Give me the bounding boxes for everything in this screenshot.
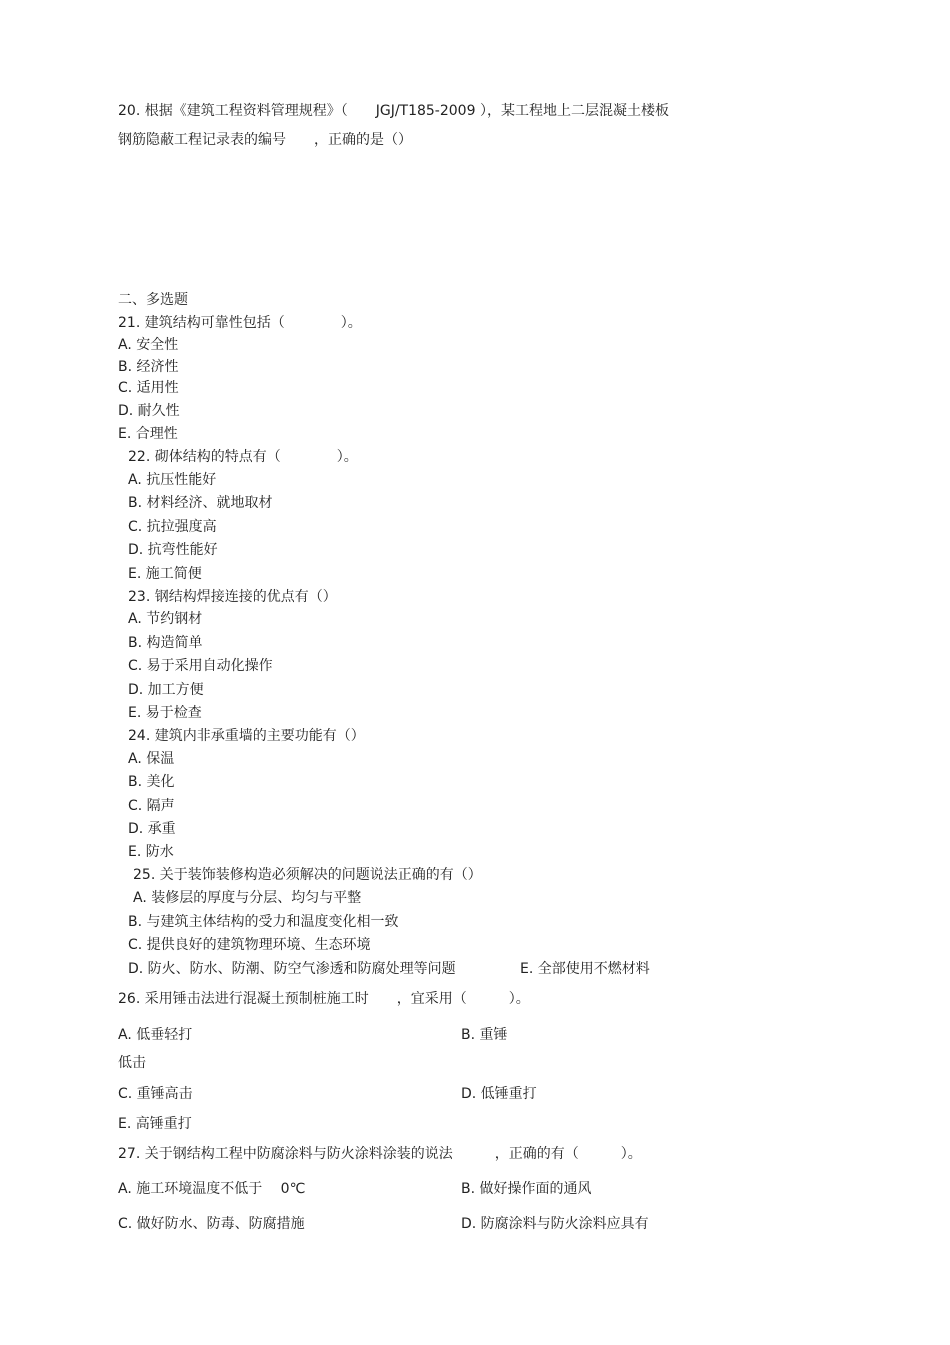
q27-option-c: C. 做好防水、防毒、防腐措施 — [118, 1216, 305, 1232]
q24-option-b: B. 美化 — [128, 774, 175, 790]
q24-option-a: A. 保温 — [128, 751, 175, 767]
q22-option-c: C. 抗拉强度高 — [128, 519, 217, 535]
q23-option-e: E. 易于检查 — [128, 705, 202, 721]
q27-stem: 27. 关于钢结构工程中防腐涂料与防火涂料涂装的说法 ，正确的有（ ）。 — [118, 1146, 642, 1162]
q25-stem: 25. 关于装饰装修构造必须解决的问题说法正确的有（） — [133, 867, 482, 883]
q26-option-c: C. 重锤高击 — [118, 1086, 193, 1102]
q21-option-d: D. 耐久性 — [118, 403, 180, 419]
q23-option-b: B. 构造简单 — [128, 635, 203, 651]
q26-option-d: D. 低锤重打 — [461, 1086, 537, 1102]
q27-option-b: B. 做好操作面的通风 — [461, 1181, 592, 1197]
q24-option-c: C. 隔声 — [128, 798, 175, 814]
q23-option-c: C. 易于采用自动化操作 — [128, 658, 273, 674]
q25-option-b: B. 与建筑主体结构的受力和温度变化相一致 — [128, 914, 399, 930]
q25-option-c: C. 提供良好的建筑物理环境、生态环境 — [128, 937, 371, 953]
q26-option-b-continued: 低击 — [118, 1055, 146, 1071]
q23-option-d: D. 加工方便 — [128, 682, 204, 698]
q23-option-a: A. 节约钢材 — [128, 611, 203, 627]
q20-line1: 20. 根据《建筑工程资料管理规程》（ JGJ/T185-2009 ），某工程地上二层混凝土楼板 — [118, 103, 669, 119]
q27-option-d: D. 防腐涂料与防火涂料应具有 — [461, 1216, 649, 1232]
q24-stem: 24. 建筑内非承重墙的主要功能有（） — [128, 728, 365, 744]
q26-option-b: B. 重锤 — [461, 1027, 508, 1043]
q21-option-b: B. 经济性 — [118, 359, 179, 375]
q21-option-e: E. 合理性 — [118, 426, 178, 442]
q21-stem: 21. 建筑结构可靠性包括（ ）。 — [118, 315, 362, 331]
q22-option-a: A. 抗压性能好 — [128, 472, 217, 488]
q23-stem: 23. 钢结构焊接连接的优点有（） — [128, 589, 337, 605]
q20-line2: 钢筋隐蔽工程记录表的编号 ，正确的是（） — [118, 132, 412, 148]
q21-option-c: C. 适用性 — [118, 380, 179, 396]
q26-option-e: E. 高锤重打 — [118, 1116, 192, 1132]
q22-option-b: B. 材料经济、就地取材 — [128, 495, 273, 511]
q22-stem: 22. 砌体结构的特点有（ ）。 — [128, 449, 358, 465]
q25-option-a: A. 装修层的厚度与分层、均匀与平整 — [133, 890, 362, 906]
section-title: 二、多选题 — [118, 292, 188, 308]
q26-option-a: A. 低垂轻打 — [118, 1027, 193, 1043]
q25-option-d: D. 防火、防水、防潮、防空气渗透和防腐处理等问题 — [128, 961, 456, 977]
q25-option-e: E. 全部使用不燃材料 — [520, 961, 650, 977]
q27-option-a: A. 施工环境温度不低于 0℃ — [118, 1181, 306, 1197]
q24-option-e: E. 防水 — [128, 844, 174, 860]
q22-option-d: D. 抗弯性能好 — [128, 542, 218, 558]
q24-option-d: D. 承重 — [128, 821, 176, 837]
q26-stem: 26. 采用锤击法进行混凝土预制桩施工时 ，宜采用（ ）。 — [118, 991, 530, 1007]
q22-option-e: E. 施工简便 — [128, 566, 202, 582]
q21-option-a: A. 安全性 — [118, 337, 179, 353]
